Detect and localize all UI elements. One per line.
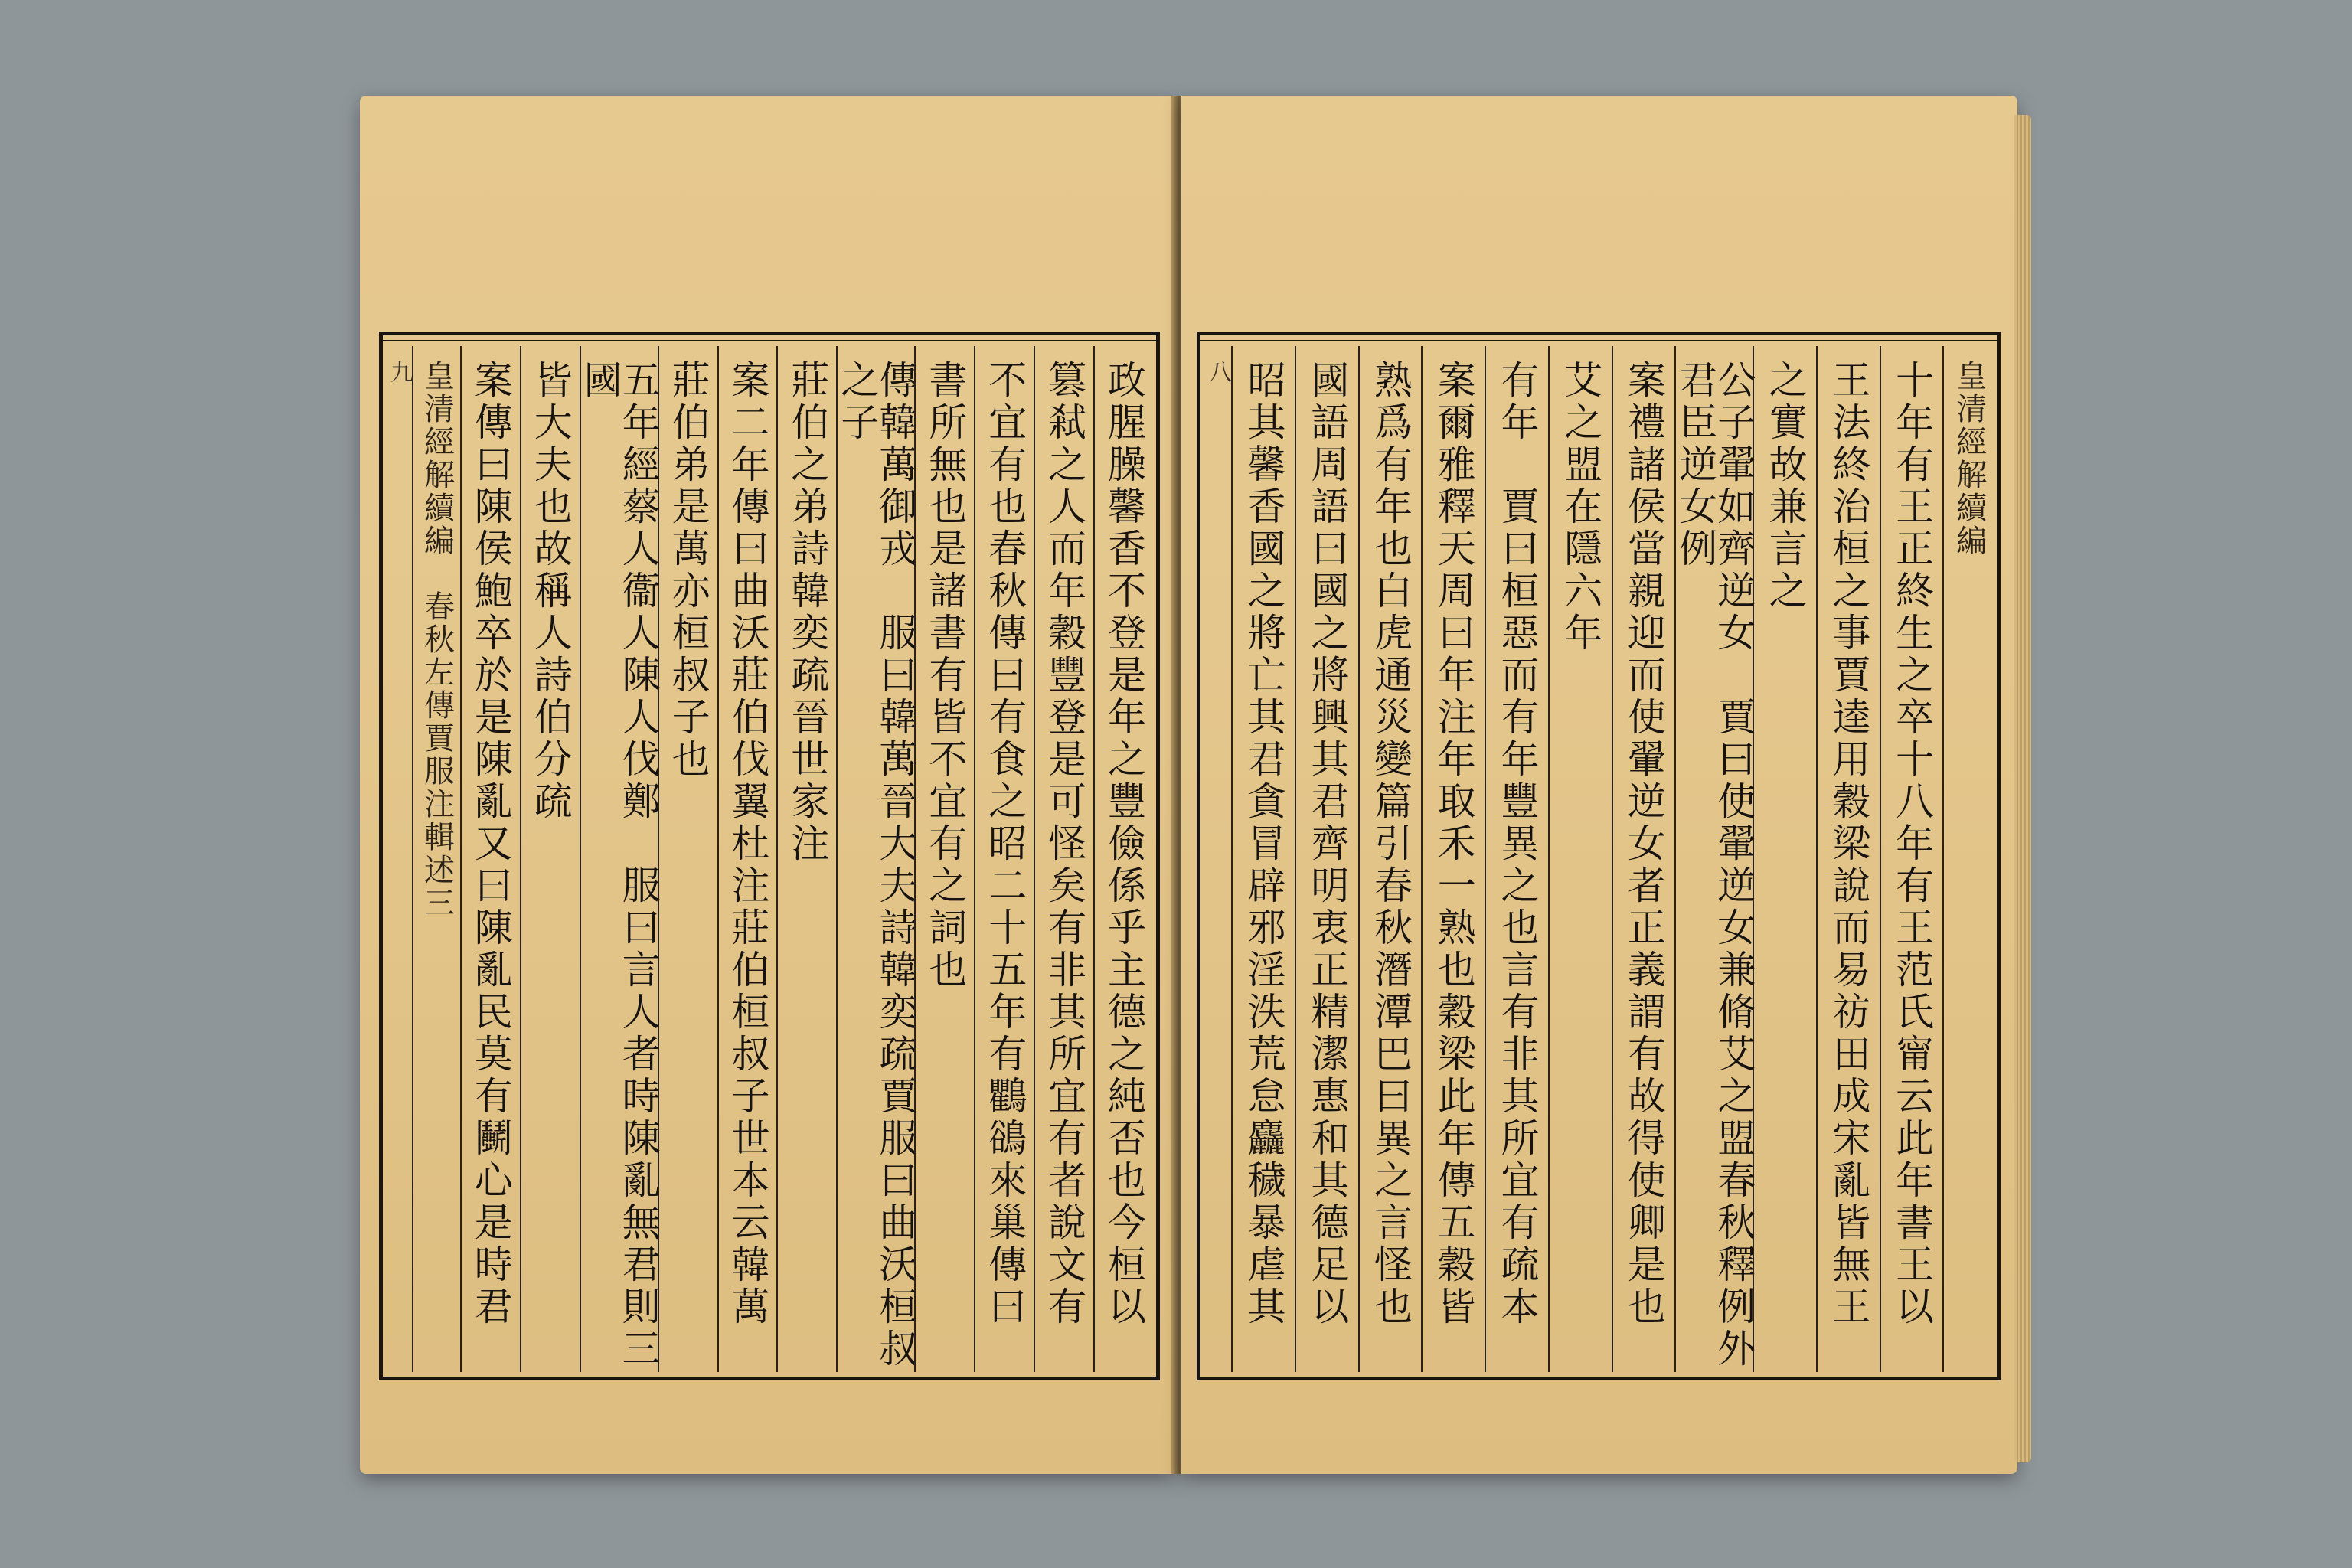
left-page-text-frame [379, 332, 1160, 1380]
left-page [360, 96, 1175, 1474]
right-page-header-margin: 皇清經解續編 [1942, 346, 1994, 1372]
text-column: 莊伯之弟詩韓奕疏晉世家注 [776, 346, 836, 1372]
left-page-header-margin: 皇清經解續編 春秋左傳賈服注輯述三 [412, 346, 460, 1372]
text-column: 案爾雅釋天周曰年注年取禾一熟也穀梁此年傳五穀皆 [1421, 346, 1485, 1372]
text-column: 書所無也是諸書有皆不宜有之詞也 [914, 346, 974, 1372]
right-page-folio: 八 [1204, 360, 1232, 387]
open-book [360, 96, 2017, 1474]
text-column: 傳韓萬御戎 服曰韓萬晉大夫詩韓奕疏賈服曰曲沃桓叔之子 [836, 346, 914, 1372]
right-page-columns [1204, 346, 1994, 1372]
text-column: 國語周語曰國之將興其君齊明衷正精潔惠和其德足以 [1295, 346, 1358, 1372]
text-column: 莊伯弟是萬亦桓叔子也 [658, 346, 717, 1372]
text-column: 十年有王正終生之卒十八年有王范氏甯云此年書王以 [1880, 346, 1943, 1372]
right-page-text-frame [1197, 332, 2001, 1380]
text-column: 案二年傳曰曲沃莊伯伐翼杜注莊伯桓叔子世本云韓萬 [717, 346, 777, 1372]
left-page-folio: 九 [386, 360, 413, 387]
text-column: 案禮諸侯當親迎而使翬逆女者正義謂有故得使卿是也 [1612, 346, 1675, 1372]
text-column: 熟爲有年也白虎通災變篇引春秋潛潭巴曰異之言怪也 [1358, 346, 1422, 1372]
left-page-columns [386, 346, 1153, 1372]
text-column: 不宜有也春秋傳曰有食之昭二十五年有鸜鵒來巢傳曰 [974, 346, 1034, 1372]
text-column: 篡弒之人而年穀豐登是可怪矣有非其所宜有者說文有 [1034, 346, 1093, 1372]
page-edges [2014, 115, 2031, 1462]
text-column: 皆大夫也故稱人詩伯分疏 [520, 346, 580, 1372]
right-page [1181, 96, 2017, 1474]
text-column: 公子翬如齊逆女 賈曰使翬逆女兼脩艾之盟春秋釋例外君臣逆女例 [1674, 346, 1753, 1372]
text-column: 艾之盟在隱六年 [1548, 346, 1612, 1372]
text-column: 有年 賈曰桓惡而有年豐異之也言有非其所宜有疏本 [1485, 346, 1548, 1372]
text-column: 之實故兼言之 [1753, 346, 1816, 1372]
text-column: 王法終治桓之事賈逵用穀梁說而易祊田成宋亂皆無王 [1816, 346, 1880, 1372]
text-column: 政腥臊馨香不登是年之豐儉係乎主德之純否也今桓以 [1093, 346, 1153, 1372]
text-column: 五年經蔡人衞人陳人伐鄭 服曰言人者時陳亂無君則三國 [580, 346, 658, 1372]
text-column: 案傳曰陳侯鮑卒於是陳亂又曰陳亂民莫有鬭心是時君 [460, 346, 520, 1372]
text-column: 昭其馨香國之將亡其君貪冒辟邪淫泆荒怠麤穢暴虐其 [1231, 346, 1295, 1372]
